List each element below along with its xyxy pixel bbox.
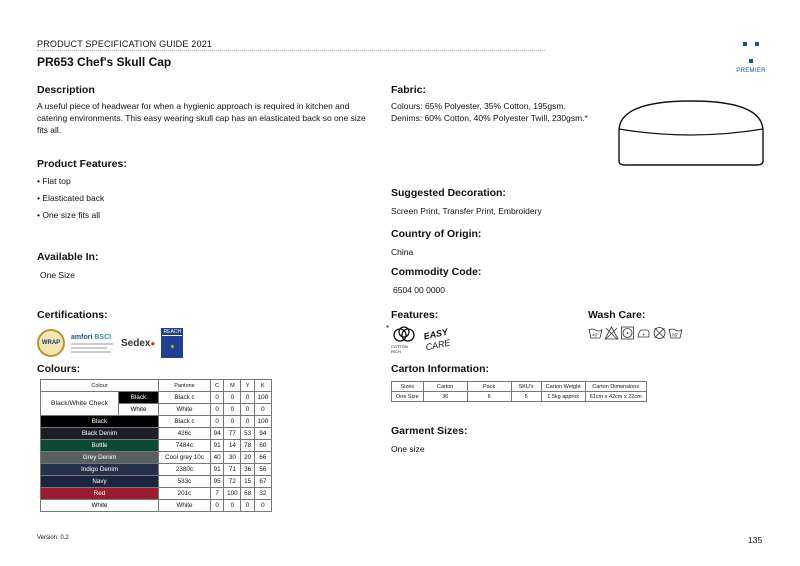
cmyk-cell: 0 [211, 404, 224, 416]
header-divider [37, 50, 545, 51]
cmyk-cell: 30 [224, 452, 241, 464]
cmyk-cell: 100 [224, 488, 241, 500]
carton-col: Carton Weight [541, 382, 585, 392]
product-features-heading: Product Features: [37, 158, 127, 170]
cmyk-cell: 56 [254, 464, 271, 476]
cmyk-cell: 71 [224, 464, 241, 476]
cmyk-cell: 100 [254, 392, 271, 404]
cmyk-cell: 0 [224, 500, 241, 512]
colour-swatch: Black Denim [41, 428, 159, 440]
version-label: Version: 0.2 [37, 535, 69, 541]
carton-heading: Carton Information: [391, 363, 489, 375]
cmyk-cell: 36 [241, 464, 254, 476]
cmyk-cell: 32 [254, 488, 271, 500]
svg-text:40°: 40° [592, 332, 599, 338]
garment-sizes-heading: Garment Sizes: [391, 425, 468, 437]
colour-row [41, 464, 272, 476]
tumble-dry-icon [620, 326, 635, 340]
cmyk-cell: 14 [224, 440, 241, 452]
colour-swatch: Grey Denim [41, 452, 159, 464]
colour-row [41, 500, 272, 512]
garment-sizes-value: One size [391, 444, 425, 454]
cmyk-cell: 53 [241, 428, 254, 440]
pantone-cell: Black c [159, 416, 211, 428]
carton-cell: 61cm x 42cm x 22cm [585, 392, 646, 402]
cmyk-cell: 0 [211, 416, 224, 428]
iron-icon [636, 326, 651, 340]
decoration-heading: Suggested Decoration: [391, 187, 506, 199]
colour-swatch: Black [41, 416, 159, 428]
fabric-denims-line: Denims: 60% Cotton, 40% Polyester Twill, 230gsm.* [391, 113, 588, 123]
brand-logo [734, 33, 768, 74]
guide-title: PRODUCT SPECIFICATION GUIDE 2021 [37, 39, 213, 49]
pantone-cell: 2380c [159, 464, 211, 476]
colour-row [41, 440, 272, 452]
features-icons [386, 324, 452, 354]
carton-cell: 1.5kg approx [541, 392, 585, 402]
pantone-cell: 7484c [159, 440, 211, 452]
cmyk-cell: 15 [241, 476, 254, 488]
cmyk-cell: 0 [211, 392, 224, 404]
cmyk-cell: 91 [211, 440, 224, 452]
col-y: Y [241, 380, 254, 392]
pantone-cell: Cool grey 10c [159, 452, 211, 464]
carton-table [391, 381, 647, 402]
product-features-list [37, 173, 104, 224]
cmyk-cell: 0 [224, 392, 241, 404]
carton-col: Pack [467, 382, 511, 392]
carton-cell: 36 [423, 392, 467, 402]
cmyk-cell: 0 [254, 404, 271, 416]
colour-swatch: Navy [41, 476, 159, 488]
cmyk-cell: 7 [211, 488, 224, 500]
cmyk-cell: 94 [211, 428, 224, 440]
cmyk-cell: 0 [241, 404, 254, 416]
wash-85-icon [668, 326, 683, 340]
fabric-colours-line: Colours: 65% Polyester, 35% Cotton, 195gsm. [391, 101, 566, 111]
colours-table-header [41, 380, 272, 392]
cmyk-cell: 77 [224, 428, 241, 440]
carton-col: Sizes [392, 382, 424, 392]
colour-swatch: Indigo Denim [41, 464, 159, 476]
colour-swatch: Black [119, 392, 159, 404]
wrap-logo: WRAP [37, 329, 65, 357]
cmyk-cell: 91 [211, 464, 224, 476]
colour-row [41, 476, 272, 488]
cmyk-cell: 66 [254, 452, 271, 464]
pantone-cell: White [159, 404, 211, 416]
available-in-value: One Size [40, 270, 75, 280]
carton-cell: 5 [511, 392, 541, 402]
commodity-value: 6504 00 0000 [393, 285, 445, 295]
colour-swatch: White [119, 404, 159, 416]
cmyk-cell: 72 [224, 476, 241, 488]
cmyk-cell: 67 [254, 476, 271, 488]
col-pantone: Pantone [159, 380, 211, 392]
feature-item: • One size fits all [37, 210, 100, 220]
feature-item: • Flat top [37, 176, 71, 186]
origin-value: China [391, 247, 414, 257]
carton-cell: 6 [467, 392, 511, 402]
feature-item: • Elasticated back [37, 193, 105, 203]
do-not-bleach-icon [604, 326, 619, 340]
sedex-logo: Sedex ● [121, 337, 156, 349]
carton-col: SKU's [511, 382, 541, 392]
brand-logo-text: PREMIER [736, 68, 766, 74]
available-in-heading: Available In: [37, 251, 99, 263]
pantone-cell: White [159, 500, 211, 512]
pantone-cell: 201c [159, 488, 211, 500]
reach-logo: REACH ✶ [161, 328, 183, 358]
cmyk-cell: 20 [241, 452, 254, 464]
commodity-heading: Commodity Code: [391, 266, 482, 278]
cmyk-cell: 68 [241, 488, 254, 500]
carton-table-header [392, 382, 647, 392]
cmyk-cell: 0 [241, 392, 254, 404]
cmyk-cell: 95 [211, 476, 224, 488]
colour-row [41, 488, 272, 500]
cmyk-cell: 0 [241, 500, 254, 512]
cmyk-cell: 94 [254, 428, 271, 440]
colour-row [41, 452, 272, 464]
col-c: C [211, 380, 224, 392]
col-k: K [254, 380, 271, 392]
skull-cap-illustration [617, 99, 765, 169]
cmyk-cell: 60 [254, 440, 271, 452]
cmyk-cell: 100 [254, 416, 271, 428]
do-not-dry-clean-icon [652, 326, 667, 340]
col-m: M [224, 380, 241, 392]
features-heading: Features: [391, 309, 439, 321]
colour-row [41, 416, 272, 428]
carton-col: Carton [423, 382, 467, 392]
cmyk-cell: 0 [224, 416, 241, 428]
certification-logos [37, 328, 183, 358]
colour-row [41, 428, 272, 440]
carton-cell: One Size [392, 392, 424, 402]
carton-row [392, 392, 647, 402]
fabric-heading: Fabric: [391, 84, 427, 96]
page-number: 135 [748, 535, 763, 545]
colours-heading: Colours: [37, 363, 81, 375]
colours-table [40, 379, 272, 512]
certifications-heading: Certifications: [37, 309, 108, 321]
cmyk-cell: 0 [254, 500, 271, 512]
col-colour: Colour [41, 380, 159, 392]
pantone-cell: 533c [159, 476, 211, 488]
carton-col: Carton Dimensions [585, 382, 646, 392]
description-text: A useful piece of headwear for when a hygienic approach is required in kitchen and catering environments. This easy wearing skull cap has an elasticated back so one size fits all. [37, 101, 366, 135]
colour-swatch: Bottle [41, 440, 159, 452]
amfori-bsci-logo: amfori BSCI [71, 334, 115, 353]
cmyk-cell: 0 [211, 500, 224, 512]
cmyk-cell: 0 [241, 416, 254, 428]
wash-care-heading: Wash Care: [588, 309, 646, 321]
wash-40-icon [588, 326, 603, 340]
colour-group-label: Black/White Check [41, 392, 119, 416]
product-title: PR653 Chef's Skull Cap [37, 55, 172, 69]
pantone-cell: 426c [159, 428, 211, 440]
colour-row [41, 392, 272, 404]
pantone-cell: Black c [159, 392, 211, 404]
colour-swatch: White [41, 500, 159, 512]
easy-care-icon: EASY CARE [422, 326, 452, 353]
cmyk-cell: 78 [241, 440, 254, 452]
svg-text:85°: 85° [672, 332, 679, 338]
cmyk-cell: 0 [224, 404, 241, 416]
colour-swatch: Red [41, 488, 159, 500]
description-heading: Description [37, 84, 95, 96]
cmyk-cell: 40 [211, 452, 224, 464]
origin-heading: Country of Origin: [391, 228, 482, 240]
decoration-value: Screen Print, Transfer Print, Embroidery [391, 206, 542, 216]
wash-care-icons [588, 326, 683, 340]
cotton-rich-icon: * COTTON RICH [391, 326, 417, 354]
